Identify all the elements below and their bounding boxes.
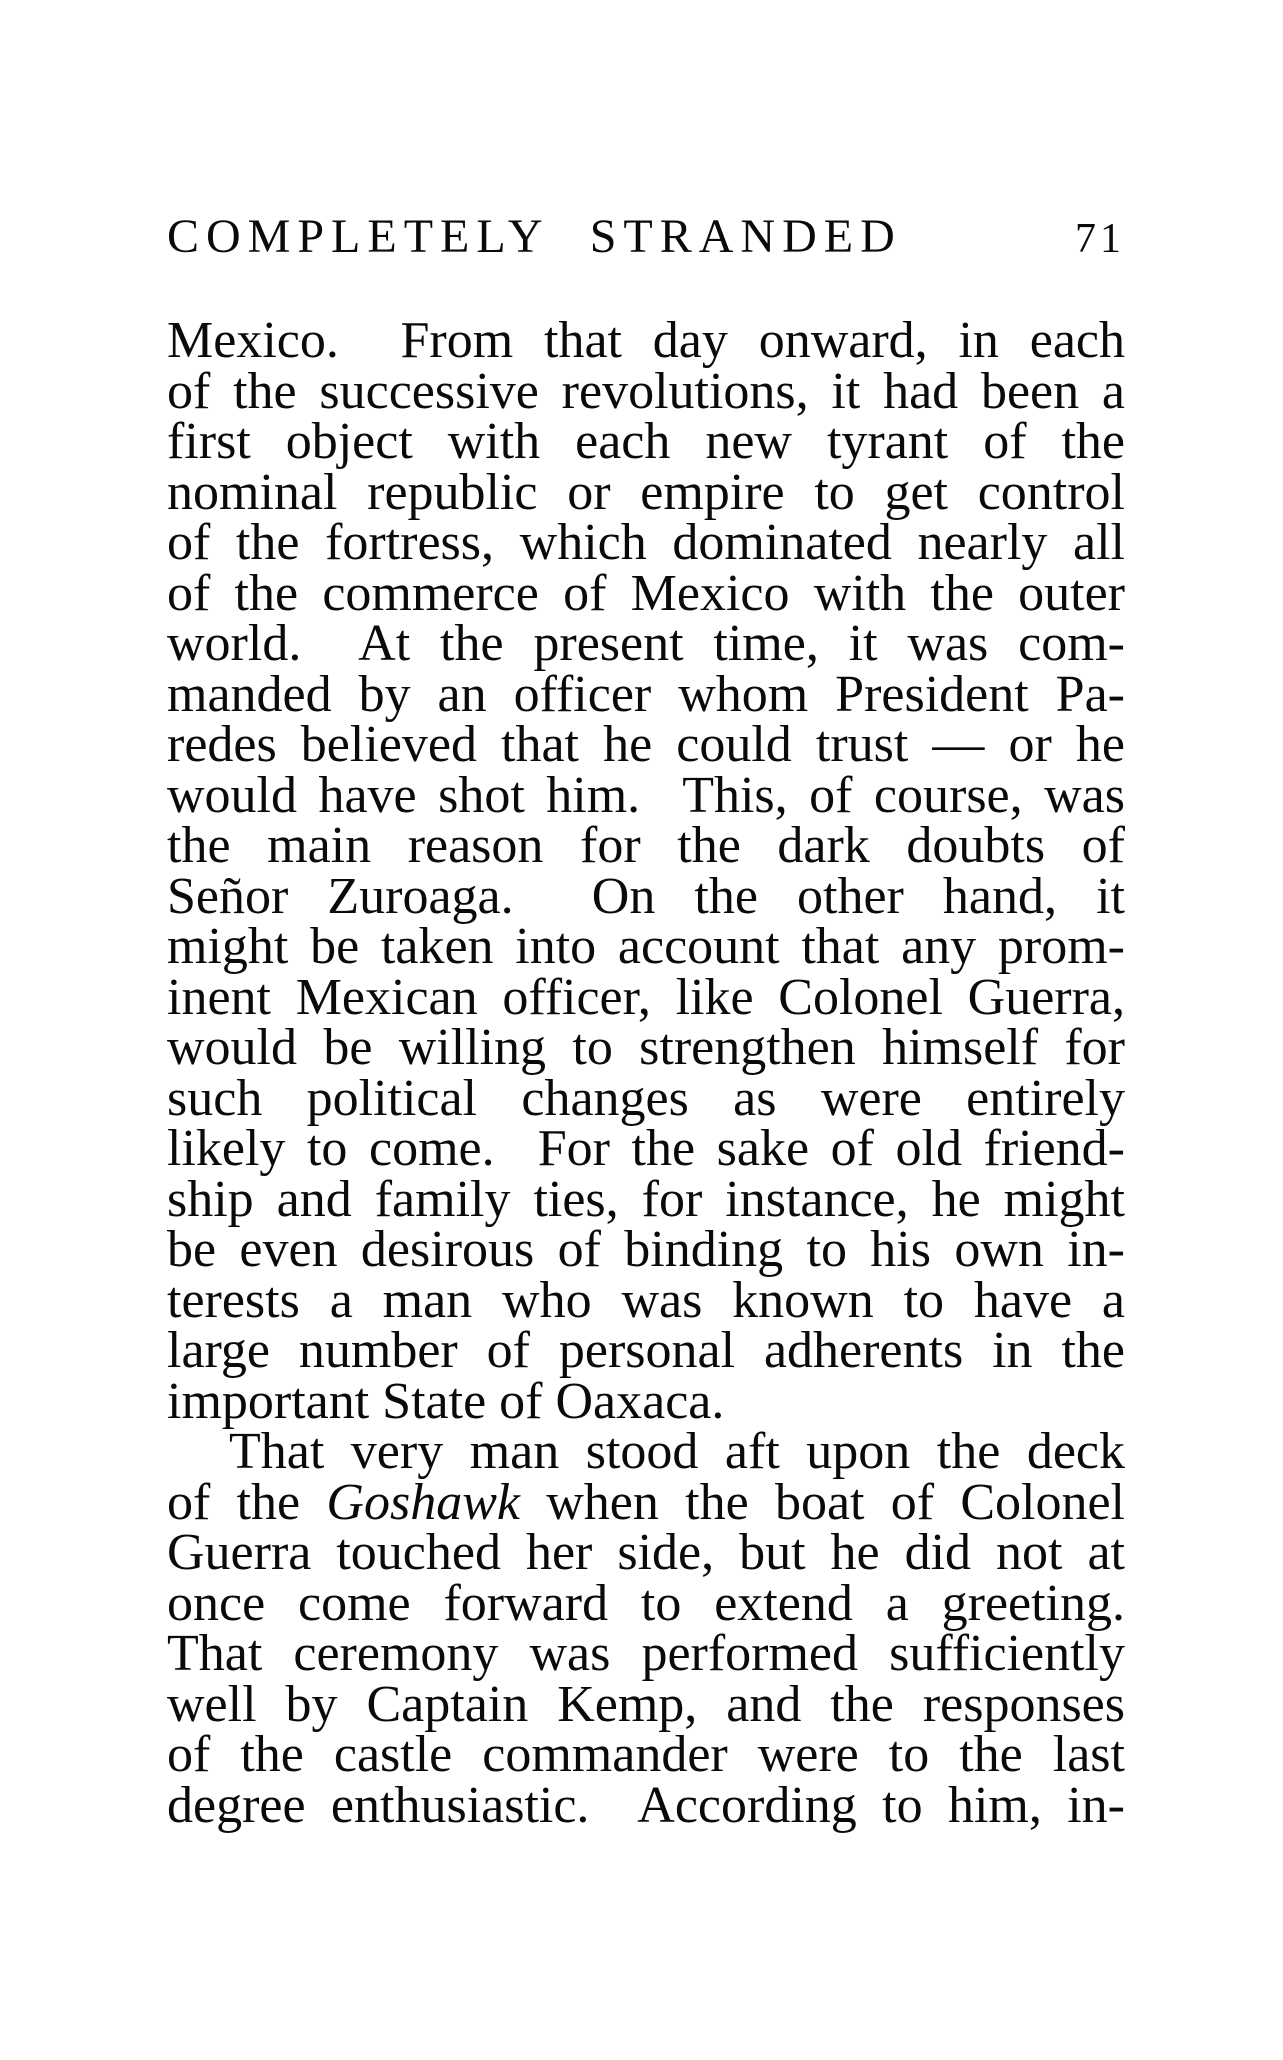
text-segment: of the commerce of Mexico with the outer — [167, 564, 1125, 622]
text-segment: likely to come. For the sake of old friend- — [167, 1120, 1125, 1177]
text-segment: Guerra touched her side, but he did not at — [167, 1524, 1125, 1581]
text-segment: That very man stood aft upon the deck — [229, 1423, 1125, 1480]
text-segment: might be taken into account that any prom- — [167, 918, 1125, 975]
text-line — [167, 716, 1125, 773]
ship-name-italic: Goshawk — [326, 1473, 520, 1531]
text-line — [167, 1019, 1125, 1076]
running-header — [167, 212, 1125, 264]
text-segment: first object with each new tyrant of the — [167, 413, 1125, 470]
text-line — [167, 1776, 1125, 1834]
text-segment: Mexico. From that day onward, in each — [167, 312, 1125, 369]
text-line — [167, 766, 1125, 824]
text-segment: ship and family ties, for instance, he might — [167, 1170, 1125, 1228]
text-line — [167, 1120, 1125, 1177]
text-segment: of the successive revolutions, it had been a — [167, 362, 1125, 420]
text-segment: of the castle commander were to the last — [167, 1726, 1125, 1783]
text-segment: inent Mexican officer, like Colonel Guerra, — [167, 968, 1125, 1026]
text-segment: would be willing to strengthen himself for — [167, 1019, 1125, 1076]
text-line — [167, 968, 1125, 1026]
text-segment: such political changes as were entirely — [167, 1069, 1125, 1127]
text-segment: redes believed that he could trust — or he — [167, 716, 1125, 773]
text-line — [167, 1170, 1125, 1228]
text-line — [167, 1625, 1125, 1682]
text-line — [167, 1423, 1125, 1480]
text-segment: of the fortress, which dominated nearly all — [167, 514, 1125, 571]
text-segment: degree enthusiastic. According to him, in- — [167, 1776, 1125, 1834]
text-segment: terests a man who was known to have a — [167, 1271, 1125, 1329]
text-line — [167, 1726, 1125, 1783]
text-segment: manded by an officer whom President Pa- — [167, 665, 1125, 723]
text-segment: the main reason for the dark doubts of — [167, 817, 1125, 874]
text-line — [167, 413, 1125, 470]
text-line — [167, 1372, 1125, 1430]
text-segment: once come forward to extend a greeting. — [167, 1574, 1125, 1632]
text-line — [167, 1675, 1125, 1733]
text-line — [167, 817, 1125, 874]
text-segment: would have shot him. This, of course, was — [167, 766, 1125, 824]
text-segment: of the — [167, 1473, 327, 1531]
text-line — [167, 463, 1125, 521]
text-line — [167, 1322, 1125, 1379]
text-segment: well by Captain Kemp, and the responses — [167, 1675, 1125, 1733]
text-segment: when the boat of Colonel — [519, 1473, 1126, 1531]
text-line — [167, 1271, 1125, 1329]
body-text — [167, 312, 1126, 1834]
text-line — [167, 615, 1125, 672]
text-segment: be even desirous of binding to his own in- — [167, 1221, 1125, 1278]
text-line — [167, 362, 1125, 420]
text-line — [167, 564, 1125, 622]
text-segment: world. At the present time, it was com- — [167, 615, 1125, 672]
text-segment: large number of personal adherents in the — [167, 1322, 1125, 1379]
text-line — [167, 1473, 1126, 1531]
page-number: 71 — [1075, 216, 1125, 262]
text-line — [167, 514, 1125, 571]
running-title: COMPLETELY STRANDED — [167, 210, 902, 263]
text-segment: nominal republic or empire to get control — [167, 463, 1125, 521]
text-line — [167, 1069, 1125, 1127]
text-line — [167, 1221, 1125, 1278]
text-line — [167, 665, 1125, 723]
text-segment: Señor Zuroaga. On the other hand, it — [167, 867, 1125, 925]
text-line — [167, 312, 1125, 369]
text-line — [167, 1574, 1125, 1632]
text-line — [167, 918, 1125, 975]
text-line — [167, 1524, 1125, 1581]
text-line — [167, 867, 1125, 925]
text-segment: That ceremony was performed sufficiently — [167, 1625, 1125, 1682]
text-segment: important State of Oaxaca. — [167, 1372, 725, 1430]
